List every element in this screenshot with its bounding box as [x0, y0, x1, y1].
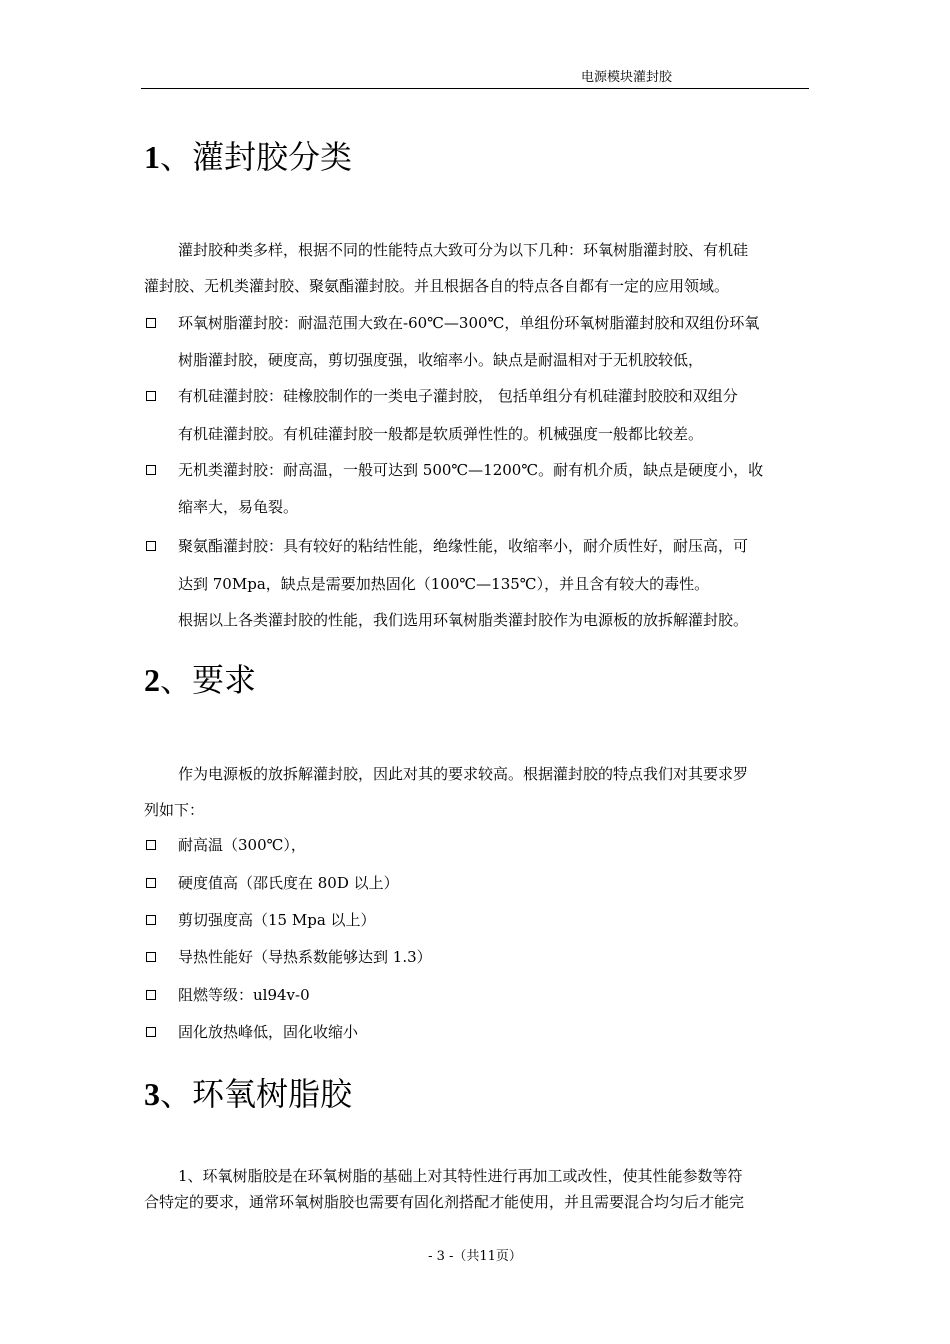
- s1-item-4-line-2: 达到 70Mpa，缺点是需要加热固化（100℃—135℃），并且含有较大的毒性。: [178, 575, 710, 593]
- checkbox-icon: [146, 952, 156, 962]
- running-header: [141, 68, 809, 89]
- header-title: 电源模块灌封胶: [581, 70, 673, 85]
- checkbox-icon: [146, 990, 156, 1000]
- checkbox-icon: [146, 878, 156, 888]
- s1-item-3-line-2: 缩率大，易龟裂。: [178, 498, 299, 516]
- section-3-title: 环氧树脂胶: [192, 1076, 353, 1112]
- s1-conclusion: 根据以上各类灌封胶的性能，我们选用环氧树脂类灌封胶作为电源板的放拆解灌封胶。: [178, 611, 749, 629]
- s1-item-3-line-1: 无机类灌封胶：耐高温，一般可达到 500℃—1200℃。耐有机介质，缺点是硬度小，收: [178, 461, 764, 479]
- s1-intro-line-1: 灌封胶种类多样，根据不同的性能特点大致可分为以下几种：环氧树脂灌封胶、有机硅: [178, 241, 749, 259]
- s2-item-1: 耐高温（300℃），: [178, 836, 306, 854]
- page-footer: - 3 -（共11页）: [428, 1249, 522, 1264]
- s2-item-3: 剪切强度高（15 Mpa 以上）: [178, 911, 376, 929]
- s2-item-5: 阻燃等级：ul94v-0: [178, 986, 310, 1004]
- s2-item-6: 固化放热峰低，固化收缩小: [178, 1023, 359, 1041]
- s2-intro-line-2: 列如下：: [144, 801, 205, 819]
- section-2-title: 要求: [192, 662, 257, 698]
- section-3-heading: [144, 1074, 352, 1114]
- checkbox-icon: [146, 1027, 156, 1037]
- s3-para-line-2: 合特定的要求，通常环氧树脂胶也需要有固化剂搭配才能使用，并且需要混合均匀后才能完: [144, 1193, 745, 1211]
- checkbox-icon: [146, 465, 156, 475]
- s2-item-2: 硬度值高（邵氏度在 80D 以上）: [178, 874, 399, 892]
- s3-para-line-1: 1、环氧树脂胶是在环氧树脂的基础上对其特性进行再加工或改性，使其性能参数等符: [178, 1167, 743, 1185]
- s1-item-4-line-1: 聚氨酯灌封胶：具有较好的粘结性能，绝缘性能，收缩率小，耐介质性好，耐压高，可: [178, 537, 749, 555]
- s1-item-1-line-1: 环氧树脂灌封胶：耐温范围大致在-60℃—300℃，单组份环氧树脂灌封胶和双组份环氧: [178, 314, 760, 332]
- s1-item-1-line-2: 树脂灌封胶，硬度高，剪切强度强，收缩率小。缺点是耐温相对于无机胶较低，: [178, 351, 704, 369]
- s2-item-4: 导热性能好（导热系数能够达到 1.3）: [178, 948, 432, 966]
- s2-intro-line-1: 作为电源板的放拆解灌封胶，因此对其的要求较高。根据灌封胶的特点我们对其要求罗: [178, 765, 749, 783]
- section-1-heading: [144, 137, 352, 177]
- section-2-heading: [144, 660, 256, 700]
- checkbox-icon: [146, 541, 156, 551]
- checkbox-icon: [146, 840, 156, 850]
- checkbox-icon: [146, 391, 156, 401]
- section-1-separator: 、: [160, 139, 193, 175]
- section-2-separator: 、: [160, 662, 193, 698]
- s1-intro-line-2: 灌封胶、无机类灌封胶、聚氨酯灌封胶。并且根据各自的特点各自都有一定的应用领域。: [144, 277, 730, 295]
- section-1-number: 1: [144, 139, 160, 175]
- checkbox-icon: [146, 915, 156, 925]
- s1-item-2-line-2: 有机硅灌封胶。有机硅灌封胶一般都是软质弹性性的。机械强度一般都比较差。: [178, 425, 704, 443]
- section-3-number: 3: [144, 1076, 160, 1112]
- s1-item-2-line-1: 有机硅灌封胶：硅橡胶制作的一类电子灌封胶， 包括单组分有机硅灌封胶胶和双组分: [178, 387, 738, 405]
- section-1-title: 灌封胶分类: [192, 139, 353, 175]
- section-2-number: 2: [144, 662, 160, 698]
- checkbox-icon: [146, 318, 156, 328]
- section-3-separator: 、: [160, 1076, 193, 1112]
